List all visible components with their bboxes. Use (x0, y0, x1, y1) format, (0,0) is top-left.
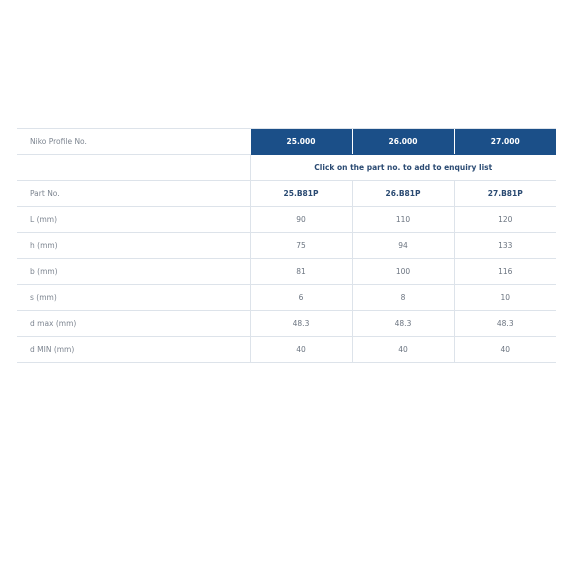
table-row (17, 285, 556, 311)
row-label: d MIN (mm) (17, 337, 250, 363)
row-label: h (mm) (17, 233, 250, 259)
part-link-25-b81p[interactable]: 25.B81P (250, 181, 352, 207)
empty-cell (17, 155, 250, 181)
row-value: 48.3 (352, 311, 454, 337)
row-value: 40 (250, 337, 352, 363)
row-value: 40 (454, 337, 556, 363)
row-value: 100 (352, 259, 454, 285)
row-value: 133 (454, 233, 556, 259)
enquiry-notice-row (17, 155, 556, 181)
profile-label: Niko Profile No. (17, 129, 250, 155)
part-link-26-b81p[interactable]: 26.B81P (352, 181, 454, 207)
table-row (17, 233, 556, 259)
row-value: 116 (454, 259, 556, 285)
row-label: L (mm) (17, 207, 250, 233)
row-value: 90 (250, 207, 352, 233)
row-label: s (mm) (17, 285, 250, 311)
table-row (17, 207, 556, 233)
profile-header-row (17, 129, 556, 155)
table-row (17, 337, 556, 363)
table-row (17, 259, 556, 285)
row-value: 110 (352, 207, 454, 233)
row-value: 75 (250, 233, 352, 259)
row-value: 8 (352, 285, 454, 311)
row-value: 10 (454, 285, 556, 311)
row-value: 94 (352, 233, 454, 259)
part-link-27-b81p[interactable]: 27.B81P (454, 181, 556, 207)
row-value: 40 (352, 337, 454, 363)
row-value: 48.3 (250, 311, 352, 337)
part-label: Part No. (17, 181, 250, 207)
enquiry-notice: Click on the part no. to add to enquiry list (250, 155, 556, 181)
spec-table (17, 128, 556, 363)
row-label: b (mm) (17, 259, 250, 285)
row-value: 81 (250, 259, 352, 285)
table-row (17, 311, 556, 337)
profile-cell: 27.000 (454, 129, 556, 155)
row-value: 6 (250, 285, 352, 311)
row-value: 120 (454, 207, 556, 233)
row-value: 48.3 (454, 311, 556, 337)
row-label: d max (mm) (17, 311, 250, 337)
part-row (17, 181, 556, 207)
profile-cell: 26.000 (352, 129, 454, 155)
profile-cell: 25.000 (250, 129, 352, 155)
